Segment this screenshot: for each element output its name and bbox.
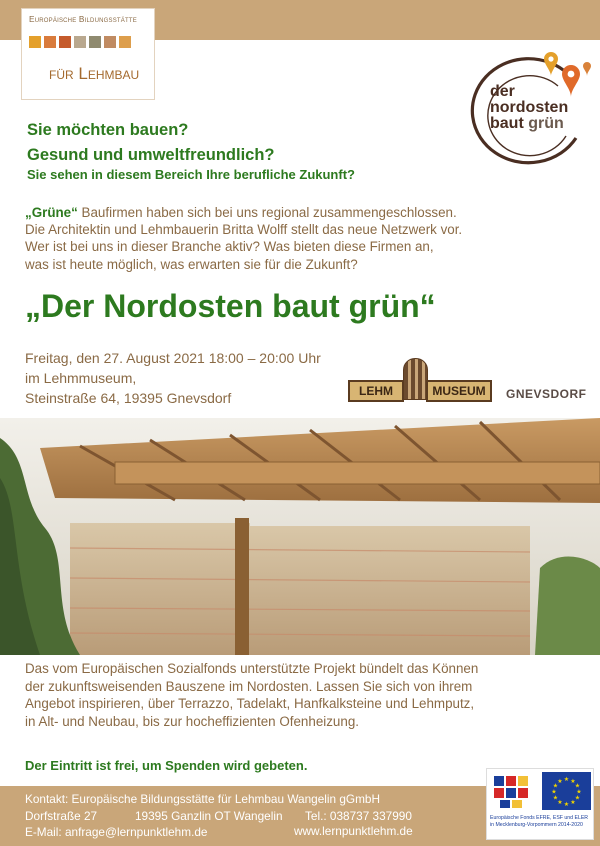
intro-line-3: Wer ist bei uns in dieser Branche aktiv? Was bieten diese Firmen an, xyxy=(25,239,434,255)
logo-swatch xyxy=(104,36,116,48)
svg-text:★: ★ xyxy=(570,777,576,785)
footer-city: 19395 Ganzlin OT Wangelin xyxy=(135,808,283,823)
eu-flag-icon xyxy=(542,772,591,810)
body-line-2: der zukunftsweisenden Bauszene im Nordosten. Lassen Sie sich von ihrem xyxy=(25,678,473,694)
logo-swatch xyxy=(89,36,101,48)
museum-logo xyxy=(348,358,498,406)
svg-text:★: ★ xyxy=(557,799,563,806)
body-line-4: in Alt- und Neubau, bis zur hocheffizienten Ofenheizung. xyxy=(25,713,359,729)
network-logo-line3 xyxy=(490,116,568,132)
photo-foliage-right xyxy=(535,556,600,655)
museum-building-icon xyxy=(403,358,428,400)
network-logo-text xyxy=(490,84,568,132)
footer-phone: Tel.: 038737 337990 xyxy=(305,808,412,823)
svg-text:★: ★ xyxy=(557,777,563,785)
rammed-earth-photo xyxy=(0,418,600,655)
event-date-time: Freitag, den 27. August 2021 18:00 – 20:00 Uhr xyxy=(25,350,321,366)
event-details xyxy=(25,348,321,408)
red-pin-dot xyxy=(568,71,575,78)
museum-logo-left: LEHM xyxy=(348,380,404,402)
heading-1: Sie möchten bauen? xyxy=(27,121,189,139)
eu-funding-logo xyxy=(486,768,594,840)
intro-line-1-rest: Baufirmen haben sich bei uns regional zusammengeschlossen. xyxy=(77,205,457,220)
org-logo-top-text: Europäische Bildungsstätte xyxy=(29,14,137,24)
logo-swatch xyxy=(29,36,41,48)
photo-beam xyxy=(115,462,600,484)
eu-caption xyxy=(490,815,593,828)
eu-caption-line-2: in Mecklenburg-Vorpommern 2014-2020 xyxy=(490,821,583,828)
footer-website[interactable]: www.lernpunktlehm.de xyxy=(294,824,413,838)
heading-3: Sie sehen in diesem Bereich Ihre berufliche Zukunft? xyxy=(27,167,355,182)
event-address: Steinstraße 64, 19395 Gnevsdorf xyxy=(25,390,232,406)
orange-pin-icon xyxy=(544,52,558,76)
network-logo-baut: baut xyxy=(490,115,524,132)
intro-paragraph xyxy=(25,204,585,273)
svg-text:★: ★ xyxy=(552,794,559,802)
org-logo-swatches xyxy=(29,36,131,48)
photo-left-wall xyxy=(70,523,250,655)
logo-swatch xyxy=(44,36,56,48)
logo-swatch xyxy=(59,36,71,48)
svg-text:★: ★ xyxy=(551,788,557,796)
network-logo-gruen: grün xyxy=(528,115,564,132)
body-line-3: Angebot inspirieren, über Terrazzo, Tadelakt, Hanfkalksteine und Lehmputz, xyxy=(25,696,475,712)
footer-contact: Kontakt: Europäische Bildungsstätte für Lehmbau Wangelin gGmbH xyxy=(25,792,380,806)
svg-text:★: ★ xyxy=(570,799,576,806)
small-pin-icon xyxy=(583,62,591,76)
network-logo-line1: der xyxy=(490,83,515,100)
org-logo-bottom-text: für Lehmbau xyxy=(49,64,140,83)
museum-place: GNEVSDORF xyxy=(506,387,587,401)
body-paragraph xyxy=(25,660,585,730)
intro-highlight: „Grüne“ xyxy=(25,205,78,220)
intro-line-2: Die Architektin und Lehmbauerin Britta Wolff stellt das neue Netzwerk vor. xyxy=(25,222,463,238)
intro-line-4: was ist heute möglich, was erwarten sie für die Zukunft? xyxy=(25,256,358,272)
logo-swatch xyxy=(119,36,131,48)
heading-2: Gesund und umweltfreundlich? xyxy=(27,146,275,164)
mv-state-icon xyxy=(490,772,538,810)
svg-text:★: ★ xyxy=(563,801,570,808)
intro-line-1 xyxy=(25,204,585,221)
footer-email[interactable]: E-Mail: anfrage@lernpunktlehm.de xyxy=(25,825,208,839)
svg-text:★: ★ xyxy=(574,794,581,802)
eu-caption-line-1: Europäische Fonds EFRE, ESF und ELER xyxy=(490,815,589,821)
orange-pin-dot xyxy=(548,56,553,61)
svg-text:★: ★ xyxy=(576,788,582,796)
org-logo xyxy=(21,8,155,100)
logo-swatch xyxy=(74,36,86,48)
footer-address-row xyxy=(25,808,430,825)
photo-post xyxy=(235,518,249,655)
svg-text:★: ★ xyxy=(574,782,581,790)
svg-text:★: ★ xyxy=(552,782,559,790)
museum-logo-right: MUSEUM xyxy=(426,380,492,402)
network-logo-line2: nordosten xyxy=(490,99,569,116)
svg-text:★: ★ xyxy=(563,776,570,783)
body-line-1: Das vom Europäischen Sozialfonds unterstützte Projekt bündelt das Können xyxy=(25,661,479,676)
entry-note: Der Eintritt ist frei, um Spenden wird gebeten. xyxy=(25,758,308,773)
event-venue: im Lehmmuseum, xyxy=(25,370,137,386)
footer-street: Dorfstraße 27 xyxy=(25,808,98,823)
event-title: „Der Nordosten baut grün“ xyxy=(25,288,436,324)
